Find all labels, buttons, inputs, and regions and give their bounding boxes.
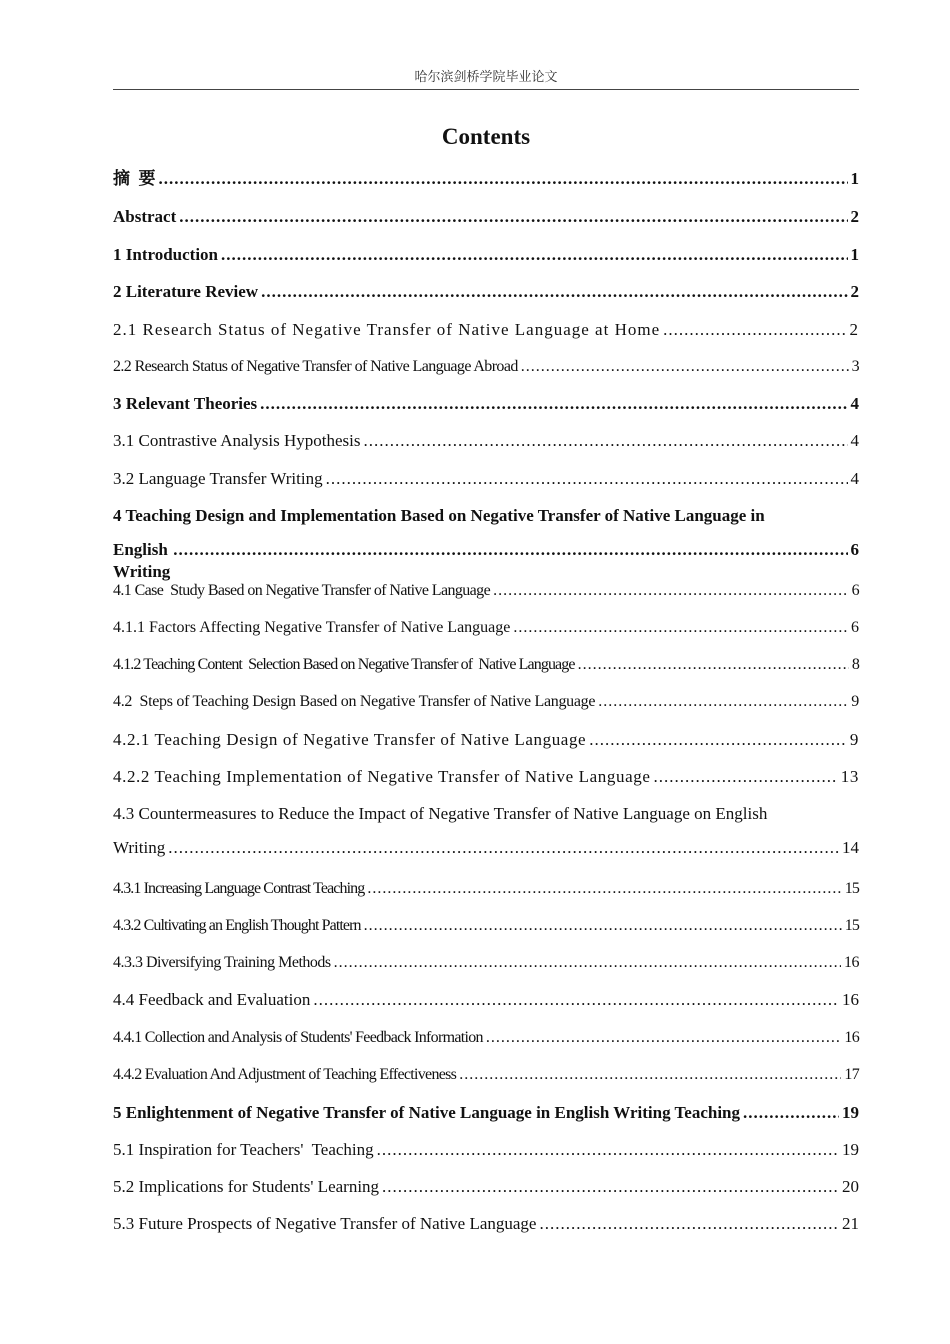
dot-leader [159, 168, 848, 190]
toc-entry-5-1[interactable] [113, 1139, 859, 1161]
toc-entry-page: 6 [850, 540, 859, 559]
toc-entry-page: 9 [849, 730, 859, 749]
toc-entry-4-4[interactable] [113, 989, 859, 1011]
toc-entry-label: 摘 要 [113, 169, 156, 188]
toc-entry-2[interactable] [113, 281, 859, 303]
toc-entry-label: 1 Introduction [113, 245, 219, 264]
toc-entry-label: 4.3.2 Cultivating an English Thought Pattern [113, 917, 361, 934]
dot-leader [364, 915, 842, 937]
toc-entry-label: 5 Enlightenment of Negative Transfer of Native Language in English Writing Teaching [113, 1103, 741, 1122]
dot-leader [521, 356, 849, 378]
dot-leader [168, 837, 839, 859]
dot-leader [743, 1102, 839, 1124]
dot-leader [221, 244, 847, 266]
dot-leader [179, 206, 847, 228]
toc-entry-page: 21 [842, 1214, 859, 1233]
toc-entry-4-1-1[interactable] [113, 617, 859, 639]
toc-entry-label: 4.2.2 Teaching Implementation of Negative Transfer of Native Language [113, 767, 651, 786]
dot-leader [513, 617, 848, 639]
toc-entry-page: 17 [844, 1066, 859, 1083]
dot-leader [313, 989, 839, 1011]
toc-entry-page: 19 [842, 1103, 859, 1122]
toc-entry-4-4-1[interactable] [113, 1027, 859, 1049]
toc-entry-label: 5.3 Future Prospects of Negative Transfer of Native Language [113, 1214, 537, 1233]
dot-leader [377, 1139, 839, 1161]
toc-entry-page: 2 [850, 282, 859, 301]
toc-entry-3-1[interactable] [113, 430, 859, 452]
toc-entry-3[interactable] [113, 393, 859, 415]
toc-entry-label: 4.2 Steps of Teaching Design Based on Negative Transfer of Native Language [113, 693, 596, 710]
toc-entry-label: 2.1 Research Status of Negative Transfer of Native Language at Home [113, 320, 661, 339]
toc-entry-label: 3.1 Contrastive Analysis Hypothesis [113, 431, 361, 450]
toc-entry-label-line2: English Writing [113, 540, 171, 581]
dot-leader [363, 430, 847, 452]
toc-entry-page: 16 [844, 1029, 859, 1046]
toc-entry-label: 4.4 Feedback and Evaluation [113, 990, 311, 1009]
dot-leader [459, 1064, 841, 1086]
toc-entry-label: 4.3.3 Diversifying Training Methods [113, 954, 331, 971]
toc-entry-4-3-3[interactable] [113, 952, 859, 974]
toc-entry-label: 4.1.1 Factors Affecting Negative Transfer of Native Language [113, 619, 511, 636]
toc-entry-3-2[interactable] [113, 468, 859, 490]
toc-entry-label-line1: 4 Teaching Design and Implementation Based on Negative Transfer of Native Language in [113, 506, 765, 525]
toc-entry-5[interactable] [113, 1102, 859, 1124]
dot-leader [326, 468, 848, 490]
dot-leader [367, 878, 841, 900]
toc-entry-page: 16 [844, 954, 859, 971]
dot-leader [653, 766, 837, 788]
toc-entry-label: 2.2 Research Status of Negative Transfer of Native Language Abroad [113, 358, 518, 375]
toc-entry-2-2[interactable] [113, 356, 859, 378]
toc-entry-page: 4 [850, 394, 859, 413]
dot-leader [334, 952, 841, 974]
toc-entry-label: 4.1 Case Study Based on Negative Transfer of Native Language [113, 582, 491, 599]
toc-entry-label: 4.2.1 Teaching Design of Negative Transfer of Native Language [113, 730, 587, 749]
toc-entry-label: Abstract [113, 207, 177, 226]
toc-entry-label: 5.2 Implications for Students' Learning [113, 1177, 380, 1196]
toc-entry-2-1[interactable] [113, 319, 859, 341]
dot-leader [173, 539, 847, 561]
toc-entry-page: 6 [851, 582, 859, 599]
toc-entry-page: 4 [850, 469, 859, 488]
toc-entry-label: 3 Relevant Theories [113, 394, 258, 413]
toc-entry-zhaiyao[interactable] [113, 168, 859, 190]
toc-entry-page: 1 [850, 245, 859, 264]
toc-entry-label: 4.4.2 Evaluation And Adjustment of Teaching Effectiveness [113, 1066, 457, 1083]
toc-entry-page: 13 [840, 767, 859, 786]
toc-entry-label: 4.1.2 Teaching Content Selection Based on Negative Transfer of Native Language [113, 656, 575, 673]
dot-leader [382, 1176, 839, 1198]
toc-entry-4-3[interactable] [113, 803, 859, 859]
toc-entry-label: 3.2 Language Transfer Writing [113, 469, 323, 488]
toc-entry-4-3-1[interactable] [113, 878, 859, 900]
toc-entry-4-1-2[interactable] [113, 654, 859, 676]
toc-entry-label: 2 Literature Review [113, 282, 259, 301]
toc-entry-4-4-2[interactable] [113, 1064, 859, 1086]
dot-leader [663, 319, 846, 341]
toc-entry-page: 8 [851, 656, 859, 673]
toc-entry-5-2[interactable] [113, 1176, 859, 1198]
toc-entry-4-2[interactable] [113, 691, 859, 713]
dot-leader [539, 1213, 839, 1235]
toc-entry-page: 15 [844, 880, 859, 897]
toc-entry-page: 2 [850, 207, 859, 226]
dot-leader [578, 654, 849, 676]
toc-entry-page: 15 [844, 917, 859, 934]
toc-entry-label-line1: 4.3 Countermeasures to Reduce the Impact of Negative Transfer of Native Language on English [113, 804, 768, 823]
toc-title: Contents [441, 124, 531, 149]
dot-leader [598, 691, 848, 713]
toc-entry-page: 3 [851, 358, 859, 375]
toc-entry-1[interactable] [113, 244, 859, 266]
toc-entry-4-1[interactable] [113, 580, 859, 602]
toc-entry-page: 16 [842, 990, 859, 1009]
dot-leader [589, 729, 847, 751]
toc-entry-4-2-2[interactable] [113, 766, 859, 788]
toc-entry-page: 20 [842, 1177, 859, 1196]
toc-entry-4[interactable] [113, 505, 859, 583]
toc-entry-page: 1 [850, 169, 859, 188]
toc-entry-page: 14 [842, 838, 859, 857]
toc-entry-5-3[interactable] [113, 1213, 859, 1235]
toc-entry-4-3-2[interactable] [113, 915, 859, 937]
page-header: 哈尔滨剑桥学院毕业论文 [113, 66, 859, 90]
toc-entry-page: 9 [851, 693, 859, 710]
dot-leader [493, 580, 849, 602]
toc-entry-label-line2: Writing [113, 838, 166, 857]
toc-entry-label: 4.3.1 Increasing Language Contrast Teaching [113, 880, 365, 897]
toc-entry-abstract[interactable] [113, 206, 859, 228]
toc-entry-page: 6 [851, 619, 859, 636]
toc-entry-page: 4 [850, 431, 859, 450]
toc-entry-label: 5.1 Inspiration for Teachers' Teaching [113, 1140, 374, 1159]
toc-entry-page: 2 [849, 320, 859, 339]
dot-leader [261, 281, 847, 303]
toc-entry-label: 4.4.1 Collection and Analysis of Students' Feedback Information [113, 1029, 483, 1046]
toc-entry-page: 19 [842, 1140, 859, 1159]
dot-leader [486, 1027, 842, 1049]
toc-entry-4-2-1[interactable] [113, 729, 859, 751]
dot-leader [260, 393, 847, 415]
